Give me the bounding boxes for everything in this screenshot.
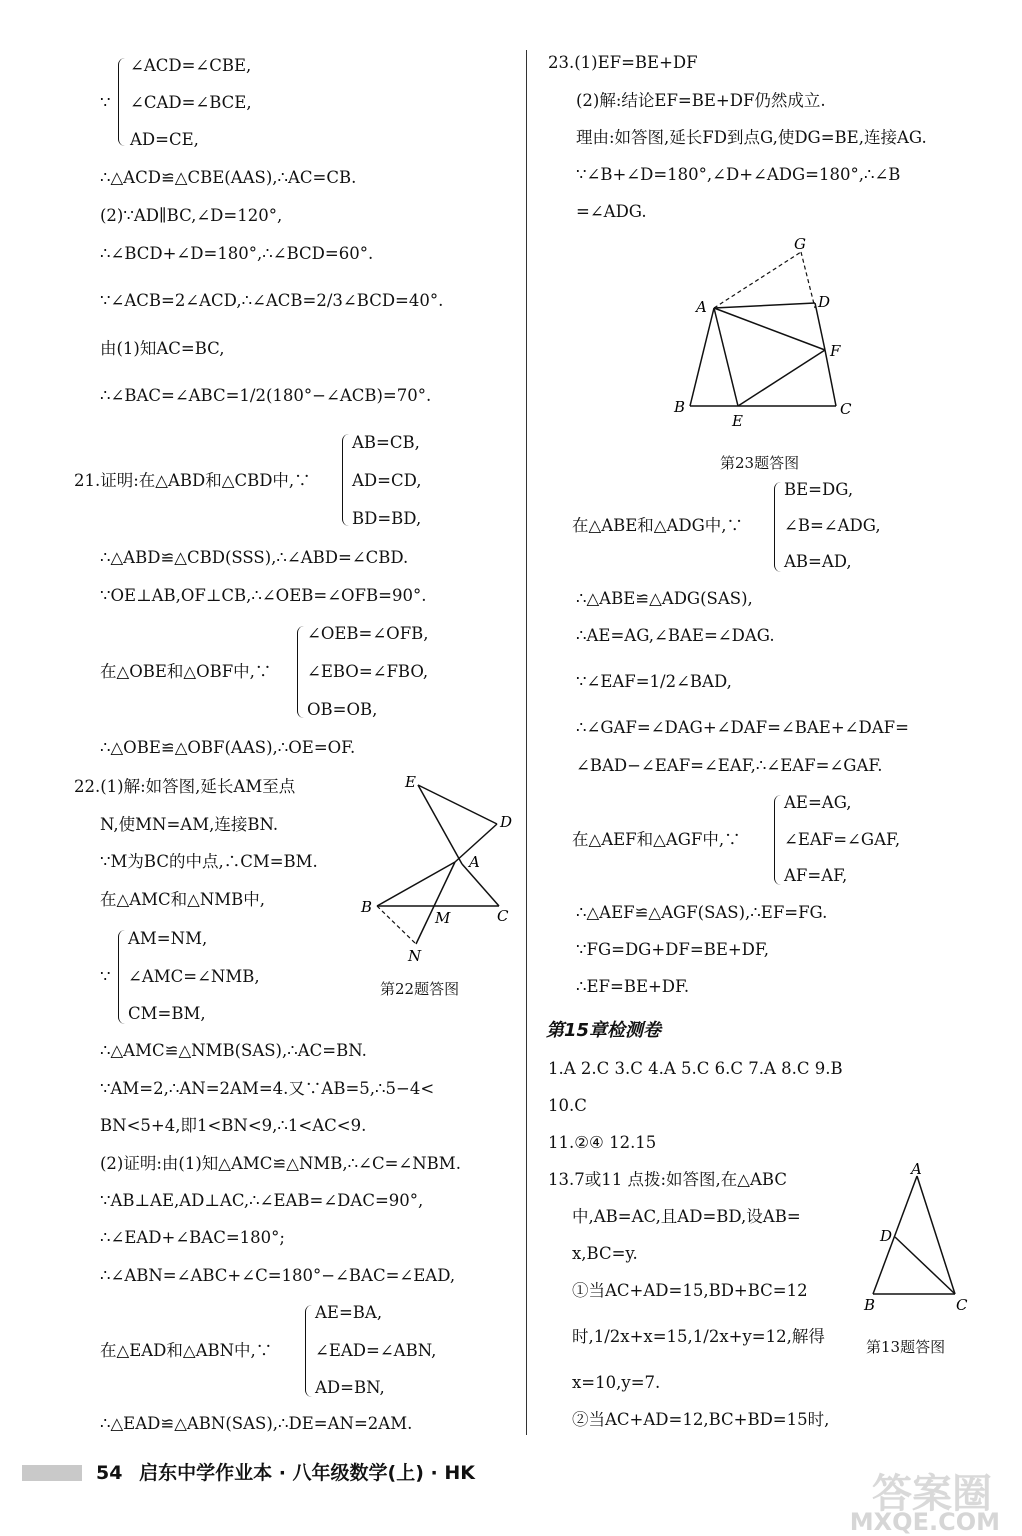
text-line: ∴△OBE≌△OBF(AAS),∴OE=OF.: [100, 738, 356, 757]
text-line: ∴∠BCD+∠D=180°,∴∠BCD=60°.: [100, 244, 374, 263]
svg-text:E: E: [405, 773, 416, 791]
svg-text:D: D: [500, 813, 513, 831]
text-line: 中,AB=AC,且AD=BD,设AB=: [572, 1207, 801, 1226]
text-line: ∠B=∠ADG,: [784, 516, 881, 535]
text-line: AM=NM,: [128, 929, 208, 948]
brace: [774, 482, 781, 572]
text-line: x,BC=y.: [572, 1244, 638, 1263]
text-line: ∠ACD=∠CBE,: [130, 56, 252, 75]
text-line: (2)∵AD∥BC,∠D=120°,: [100, 206, 283, 225]
text-line: ∵FG=DG+DF=BE+DF,: [576, 940, 770, 959]
text-line: AD=CE,: [130, 130, 199, 149]
text-line: 在△EAD和△ABN中,∵: [100, 1341, 273, 1360]
figure-22: [355, 768, 525, 968]
text-line: (2)证明:由(1)知△AMC≌△NMB,∴∠C=∠NBM.: [100, 1154, 461, 1173]
svg-text:C: C: [840, 400, 852, 418]
brace: [118, 930, 125, 1024]
figure-23: [666, 232, 866, 432]
text-line: ②当AC+AD=12,BC+BD=15时,: [572, 1410, 830, 1429]
text-line: ∴AE=AG,∠BAE=∠DAG.: [576, 626, 775, 645]
brace: [297, 626, 304, 718]
text-line: ∵∠EAF=1/2∠BAD,: [576, 672, 732, 691]
text-line: ∵OE⊥AB,OF⊥CB,∴∠OEB=∠OFB=90°.: [100, 586, 427, 605]
text-line: ∠EAD=∠ABN,: [315, 1341, 437, 1360]
text-line: 11.②④ 12.15: [548, 1133, 657, 1152]
text-line: 22.(1)解:如答图,延长AM至点: [74, 777, 296, 796]
text-line: ∴△EAD≌△ABN(SAS),∴DE=AN=2AM.: [100, 1414, 413, 1433]
brace: [342, 434, 349, 526]
brace: [774, 795, 781, 885]
svg-text:C: C: [956, 1296, 968, 1314]
text-line: 理由:如答图,延长FD到点G,使DG=BE,连接AG.: [576, 128, 927, 147]
text-line: ∵AB⊥AE,AD⊥AC,∴∠EAB=∠DAC=90°,: [100, 1191, 424, 1210]
text-line: x=10,y=7.: [572, 1373, 661, 1392]
svg-text:F: F: [830, 342, 841, 360]
text-line: AF=AF,: [784, 866, 848, 885]
text-line: ∵AM=2,∴AN=2AM=4.又∵AB=5,∴5−4<: [100, 1079, 435, 1098]
svg-text:G: G: [794, 235, 806, 253]
column-divider: [526, 50, 527, 1435]
text-line: 在△AMC和△NMB中,: [100, 890, 266, 909]
text-line: ∠EBO=∠FBO,: [307, 662, 429, 681]
text-line: AB=CB,: [352, 433, 420, 452]
text-line: CM=BM,: [128, 1004, 206, 1023]
text-line: ∴△ABD≌△CBD(SSS),∴∠ABD=∠CBD.: [100, 548, 409, 567]
text-line: BD=BD,: [352, 509, 422, 528]
text-line: ∠CAD=∠BCE,: [130, 93, 252, 112]
text-line: ∴△AEF≌△AGF(SAS),∴EF=FG.: [576, 903, 828, 922]
text-line: ∴△AMC≌△NMB(SAS),∴AC=BN.: [100, 1041, 367, 1060]
text-line: ∴∠GAF=∠DAG+∠DAF=∠BAE+∠DAF=: [576, 718, 909, 737]
footer-text: [96, 1458, 475, 1485]
brace: [305, 1305, 312, 1397]
text-line: N,使MN=AM,连接BN.: [100, 815, 279, 834]
text-line: ∵∠ACB=2∠ACD,∴∠ACB=2/3∠BCD=40°.: [100, 291, 444, 310]
book-title: 启东中学作业本 · 八年级数学(上) · HK: [139, 1462, 475, 1484]
svg-text:N: N: [408, 947, 422, 965]
figure-caption: 第13题答图: [866, 1338, 946, 1356]
text-line: ∠EAF=∠GAF,: [784, 830, 901, 849]
text-line: 由(1)知AC=BC,: [100, 339, 225, 358]
text-line: ∵M为BC的中点,∴CM=BM.: [100, 852, 318, 871]
svg-text:M: M: [435, 909, 451, 927]
text-line: ∴∠ABN=∠ABC+∠C=180°−∠BAC=∠EAD,: [100, 1266, 456, 1285]
page-number: 54: [96, 1462, 123, 1484]
text-line: 1.A 2.C 3.C 4.A 5.C 6.C 7.A 8.C 9.B: [548, 1059, 843, 1078]
page-footer: [0, 1458, 1022, 1498]
svg-text:A: A: [911, 1160, 922, 1178]
text-line: 13.7或11 点拨:如答图,在△ABC: [548, 1170, 787, 1189]
svg-text:B: B: [361, 898, 373, 916]
watermark-url: MXQE.COM: [849, 1508, 1000, 1536]
brace: [118, 58, 125, 146]
svg-text:B: B: [674, 398, 686, 416]
text-line: ∴△ABE≌△ADG(SAS),: [576, 589, 753, 608]
watermark-logo: 答案圈: [872, 1471, 992, 1517]
footer-decoration: [22, 1465, 82, 1481]
svg-text:C: C: [497, 907, 509, 925]
text-line: AE=BA,: [315, 1303, 383, 1322]
text-line: (2)解:结论EF=BE+DF仍然成立.: [576, 91, 826, 110]
svg-text:A: A: [469, 853, 480, 871]
text-line: AD=CD,: [352, 471, 422, 490]
svg-text:A: A: [696, 298, 707, 316]
text-line: 23.(1)EF=BE+DF: [548, 53, 698, 72]
svg-text:E: E: [732, 412, 743, 430]
chapter-title: 第15章检测卷: [546, 1020, 662, 1041]
text-line: ∴△ACD≌△CBE(AAS),∴AC=CB.: [100, 168, 357, 187]
figure-caption: 第22题答图: [380, 980, 460, 998]
svg-text:D: D: [818, 293, 831, 311]
text-line: ∠AMC=∠NMB,: [128, 967, 260, 986]
text-line: ∵: [100, 967, 111, 986]
text-line: AE=AG,: [784, 793, 852, 812]
text-line: ∴∠EAD+∠BAC=180°;: [100, 1228, 285, 1247]
text-line: 时,1/2x+x=15,1/2x+y=12,解得: [572, 1327, 825, 1346]
text-line: 在△AEF和△AGF中,∵: [572, 830, 741, 849]
text-line: 10.C: [548, 1096, 587, 1115]
text-line: 在△OBE和△OBF中,∵: [100, 662, 272, 681]
text-line: ∵: [100, 93, 111, 112]
text-line: OB=OB,: [307, 700, 378, 719]
text-line: ∠OEB=∠OFB,: [307, 624, 429, 643]
text-line: ∴∠BAC=∠ABC=1/2(180°−∠ACB)=70°.: [100, 386, 432, 405]
text-line: ∵∠B+∠D=180°,∠D+∠ADG=180°,∴∠B: [576, 165, 901, 184]
svg-text:D: D: [880, 1227, 893, 1245]
text-line: 21.证明:在△ABD和△CBD中,∵: [74, 471, 311, 490]
text-line: AB=AD,: [784, 552, 852, 571]
text-line: ∠BAD−∠EAF=∠EAF,∴∠EAF=∠GAF.: [576, 756, 883, 775]
text-line: 在△ABE和△ADG中,∵: [572, 516, 744, 535]
text-line: BN<5+4,即1<BN<9,∴1<AC<9.: [100, 1116, 367, 1135]
text-line: BE=DG,: [784, 480, 854, 499]
figure-caption: 第23题答图: [720, 454, 800, 472]
svg-text:B: B: [864, 1296, 876, 1314]
text-line: AD=BN,: [315, 1378, 385, 1397]
text-line: ∴EF=BE+DF.: [576, 977, 690, 996]
text-line: ①当AC+AD=15,BD+BC=12: [572, 1281, 808, 1300]
text-line: =∠ADG.: [576, 202, 647, 221]
figure-13: [860, 1160, 980, 1315]
